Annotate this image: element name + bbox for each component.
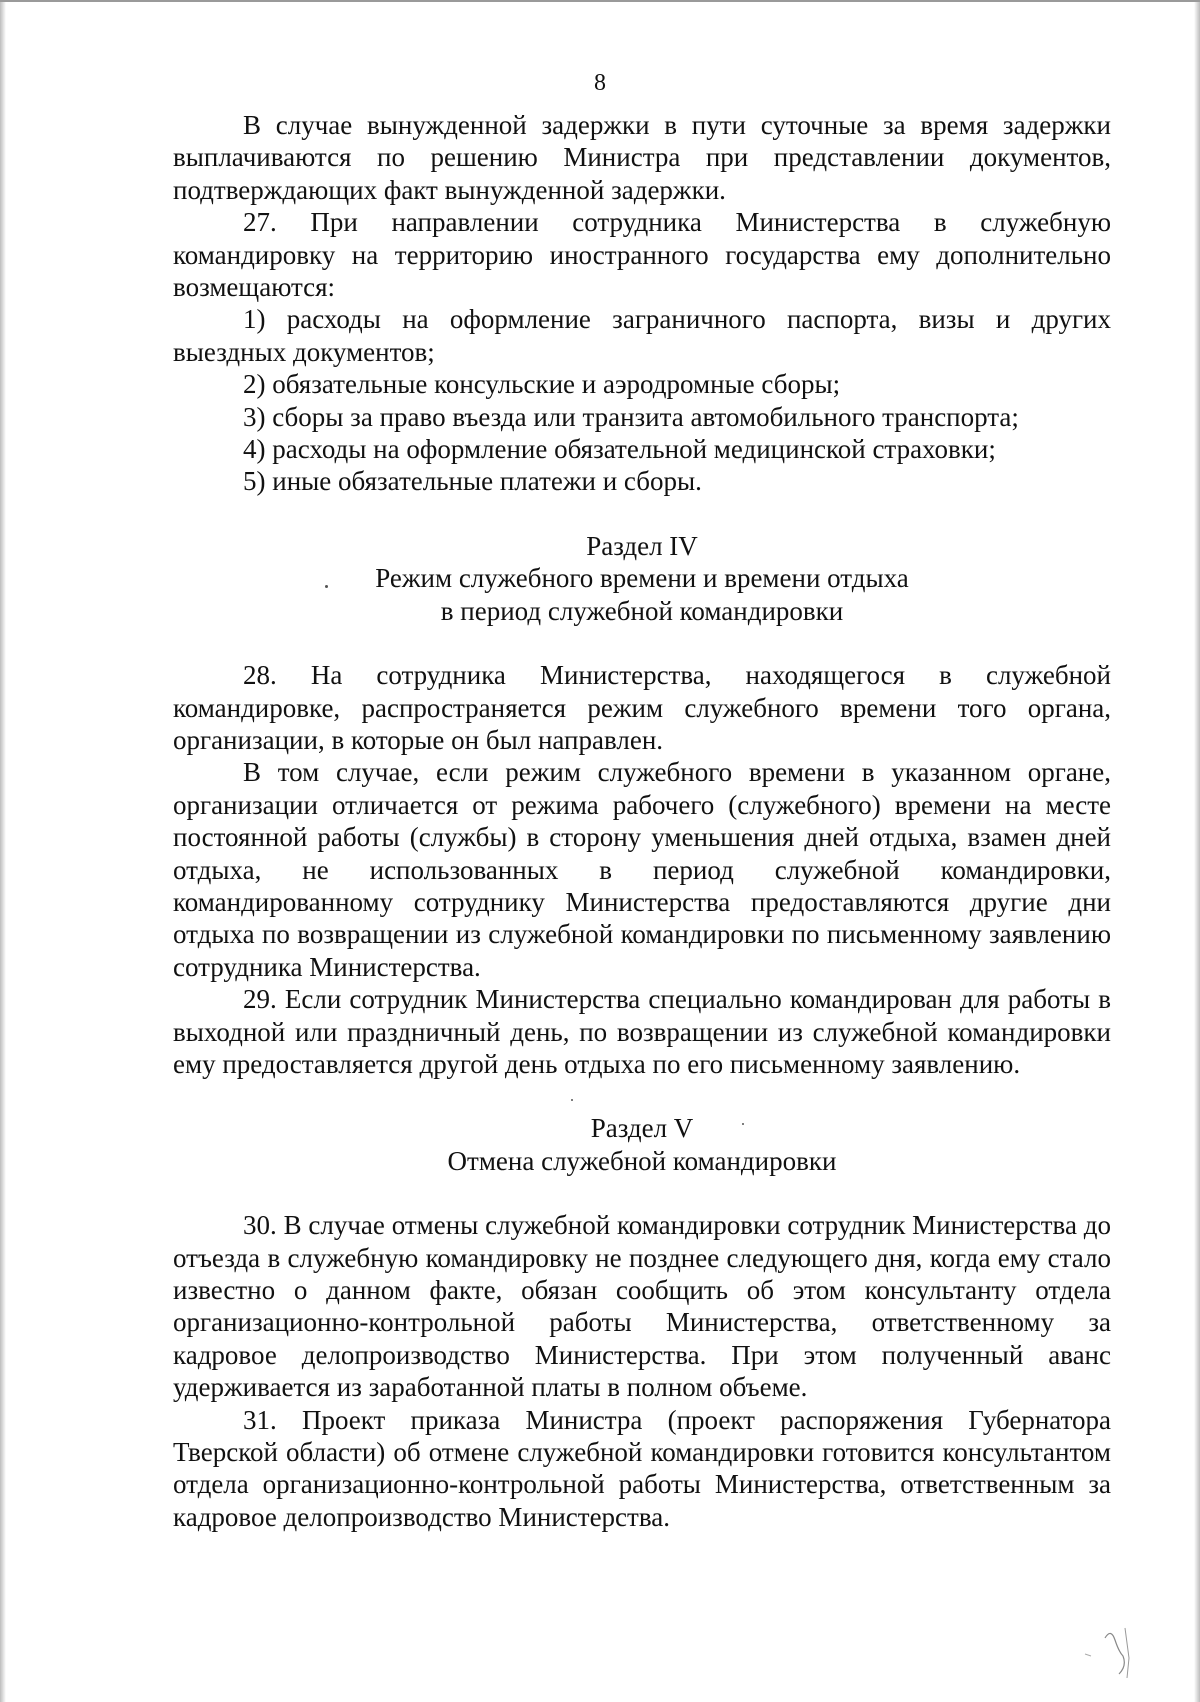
- scan-speck: [325, 585, 328, 588]
- section-5-heading: [173, 1112, 1111, 1177]
- document-body: [173, 109, 1111, 1533]
- section-5-title-line1: Отмена служебной командировки: [447, 1145, 837, 1176]
- paragraph-delay-allowance: В случае вынужденной задержки в пути суточные за время задержки выплачиваются по решению Министра при представлении документов, подтверждающих факт вынужденной задержки.: [173, 110, 1111, 205]
- section-5-label: Раздел V: [590, 1113, 694, 1144]
- list-item: 1) расходы на оформление заграничного паспорта, визы и других выездных документов;: [173, 304, 1111, 367]
- section-4-heading: [173, 530, 1111, 627]
- paragraph-31: 31. Проект приказа Министра (проект распоряжения Губернатора Тверской области) об отмене служебной командировки готовится консультантом отдела организационно-контрольной работы Министерства, ответственным за кадровое делопроизводство Министерства.: [173, 1404, 1111, 1532]
- paragraph-30: 30. В случае отмены служебной командировки сотрудник Министерства до отъезда в служебную командировку не позднее следующего дня, когда ему стало известно о данном факте, обязан сообщить об этом консультанту отдела организационно-контрольной работы Министерства, ответственному за кадровое делопроизводство Министерства. При этом полученный аванс удерживается из заработанной платы в полном объеме.: [173, 1210, 1111, 1403]
- paragraph-28-continued: В том случае, если режим служебного времени в указанном органе, организации отличается от режима рабочего (служебного) времени на месте постоянной работы (службы) в сторону уменьшения дней отдыха, взамен дней отдыха, не использованных в период служебной командировки, командированному сотруднику Министерства предоставляются другие дни отдыха по возвращении из служебной командировки по письменному заявлению сотрудника Министерства.: [173, 757, 1111, 982]
- paragraph-28: 28. На сотрудника Министерства, находящегося в служебной командировке, распространяется режим служебного времени того органа, организации, в которые он был направлен.: [173, 660, 1111, 755]
- scan-speck: [571, 1099, 573, 1101]
- scan-top-edge: [0, 0, 1200, 2]
- section-4-title-line2: в период служебной командировки: [440, 595, 844, 626]
- handwritten-mark-icon: [1075, 1618, 1155, 1688]
- expense-list: [173, 303, 1111, 497]
- paragraph-27: 27. При направлении сотрудника Министерства в служебную командировку на территорию иностранного государства ему дополнительно возмещаются:: [173, 207, 1111, 303]
- list-item: 5) иные обязательные платежи и сборы.: [243, 466, 702, 497]
- page-number: 8: [594, 70, 606, 96]
- paragraph-29: 29. Если сотрудник Министерства специально командирован для работы в выходной или праздничный день, по возвращении из служебной командировки ему предоставляется другой день отдыха по его письменному заявлению.: [173, 984, 1111, 1079]
- list-item: 2) обязательные консульские и аэродромные сборы;: [243, 369, 841, 400]
- scan-speck: [742, 1123, 744, 1125]
- list-item: 3) сборы за право въезда или транзита автомобильного транспорта;: [243, 401, 1019, 432]
- scan-edge-left: [0, 0, 6, 1702]
- scan-edge-right: [1194, 0, 1200, 1702]
- section-4-title-line1: Режим служебного времени и времени отдыха: [375, 563, 909, 594]
- list-item: 4) расходы на оформление обязательной медицинской страховки;: [243, 434, 996, 465]
- section-4-label: Раздел IV: [586, 530, 698, 561]
